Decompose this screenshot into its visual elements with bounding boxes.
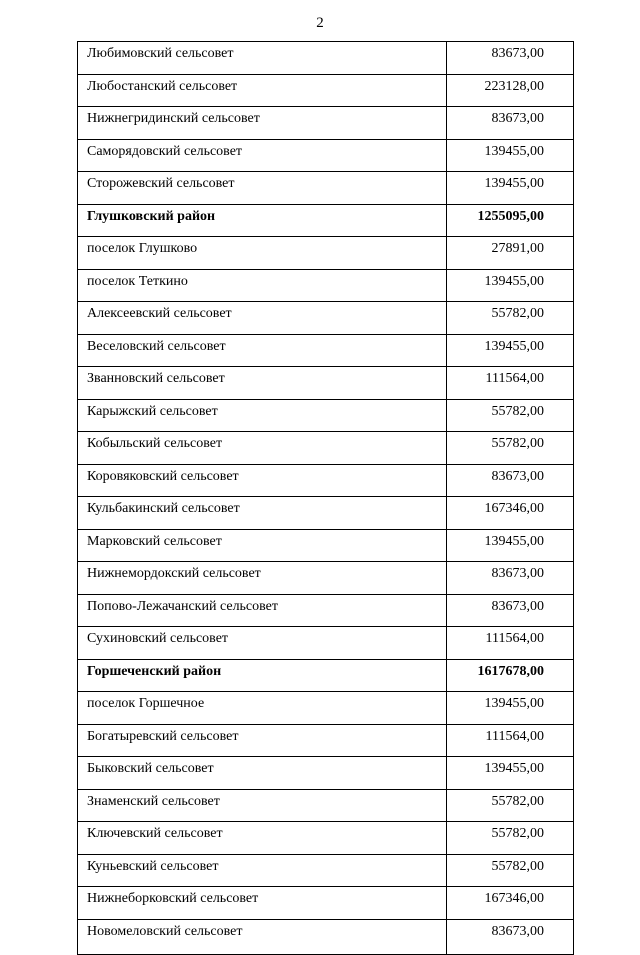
table-row (78, 822, 574, 855)
table-row (78, 107, 574, 140)
settlement-name-cell: Званновский сельсовет (78, 367, 447, 400)
settlement-name-cell: Ключевский сельсовет (78, 822, 447, 855)
settlement-name-cell: Нижнеборковский сельсовет (78, 887, 447, 920)
settlement-name-cell: Коровяковский сельсовет (78, 464, 447, 497)
amount-cell: 55782,00 (447, 854, 574, 887)
amount-cell: 83673,00 (447, 919, 574, 954)
amount-cell: 55782,00 (447, 432, 574, 465)
table-row (78, 692, 574, 725)
table-row (78, 627, 574, 660)
table-row (78, 269, 574, 302)
settlement-name-cell: Сторожевский сельсовет (78, 172, 447, 205)
amount-cell: 83673,00 (447, 594, 574, 627)
table-row (78, 757, 574, 790)
table-row (78, 497, 574, 530)
amount-cell: 139455,00 (447, 334, 574, 367)
amount-cell: 111564,00 (447, 627, 574, 660)
amount-cell: 55782,00 (447, 302, 574, 335)
settlement-name-cell: Кульбакинский сельсовет (78, 497, 447, 530)
table-row (78, 854, 574, 887)
amount-cell: 167346,00 (447, 887, 574, 920)
district-row (78, 204, 574, 237)
district-name-cell: Горшеченский район (78, 659, 447, 692)
table-row (78, 724, 574, 757)
settlement-name-cell: Нижнегридинский сельсовет (78, 107, 447, 140)
table-row (78, 302, 574, 335)
table-row (78, 237, 574, 270)
amount-cell: 139455,00 (447, 529, 574, 562)
table-row (78, 172, 574, 205)
table-row (78, 399, 574, 432)
table-row (78, 367, 574, 400)
table-row (78, 42, 574, 75)
amount-cell: 55782,00 (447, 822, 574, 855)
amount-cell: 139455,00 (447, 692, 574, 725)
table-row (78, 529, 574, 562)
settlement-name-cell: Сухиновский сельсовет (78, 627, 447, 660)
settlement-name-cell: Алексеевский сельсовет (78, 302, 447, 335)
amount-cell: 83673,00 (447, 562, 574, 595)
district-row (78, 659, 574, 692)
settlement-name-cell: Куньевский сельсовет (78, 854, 447, 887)
amount-cell: 167346,00 (447, 497, 574, 530)
amount-cell: 55782,00 (447, 399, 574, 432)
amount-cell: 111564,00 (447, 367, 574, 400)
amount-cell: 139455,00 (447, 139, 574, 172)
table-row (78, 139, 574, 172)
district-amount-cell: 1255095,00 (447, 204, 574, 237)
amount-cell: 223128,00 (447, 74, 574, 107)
amount-cell: 139455,00 (447, 757, 574, 790)
page-number: 2 (316, 15, 324, 31)
table-row (78, 334, 574, 367)
settlement-name-cell: Новомеловский сельсовет (78, 919, 447, 954)
amount-cell: 83673,00 (447, 42, 574, 75)
settlement-name-cell: Марковский сельсовет (78, 529, 447, 562)
table-row (78, 887, 574, 920)
settlement-name-cell: Попово-Лежачанский сельсовет (78, 594, 447, 627)
table-row (78, 789, 574, 822)
settlement-name-cell: Быковский сельсовет (78, 757, 447, 790)
table-row (78, 74, 574, 107)
district-amount-cell: 1617678,00 (447, 659, 574, 692)
settlement-name-cell: Знаменский сельсовет (78, 789, 447, 822)
district-name-cell: Глушковский район (78, 204, 447, 237)
settlement-name-cell: Кобыльский сельсовет (78, 432, 447, 465)
table-row (78, 919, 574, 954)
table-row (78, 464, 574, 497)
table-row (78, 594, 574, 627)
table-row (78, 432, 574, 465)
amount-cell: 139455,00 (447, 172, 574, 205)
amount-cell: 83673,00 (447, 464, 574, 497)
amount-cell: 27891,00 (447, 237, 574, 270)
settlement-name-cell: поселок Теткино (78, 269, 447, 302)
amount-cell: 111564,00 (447, 724, 574, 757)
settlement-name-cell: Любостанский сельсовет (78, 74, 447, 107)
table-row (78, 562, 574, 595)
settlement-name-cell: Богатыревский сельсовет (78, 724, 447, 757)
settlement-name-cell: Веселовский сельсовет (78, 334, 447, 367)
settlement-name-cell: Нижнемордокский сельсовет (78, 562, 447, 595)
settlement-name-cell: Карыжский сельсовет (78, 399, 447, 432)
amount-cell: 139455,00 (447, 269, 574, 302)
table-body (78, 42, 574, 955)
allocation-table (77, 41, 574, 955)
settlement-name-cell: поселок Глушково (78, 237, 447, 270)
amount-cell: 83673,00 (447, 107, 574, 140)
settlement-name-cell: поселок Горшечное (78, 692, 447, 725)
settlement-name-cell: Любимовский сельсовет (78, 42, 447, 75)
amount-cell: 55782,00 (447, 789, 574, 822)
settlement-name-cell: Саморядовский сельсовет (78, 139, 447, 172)
